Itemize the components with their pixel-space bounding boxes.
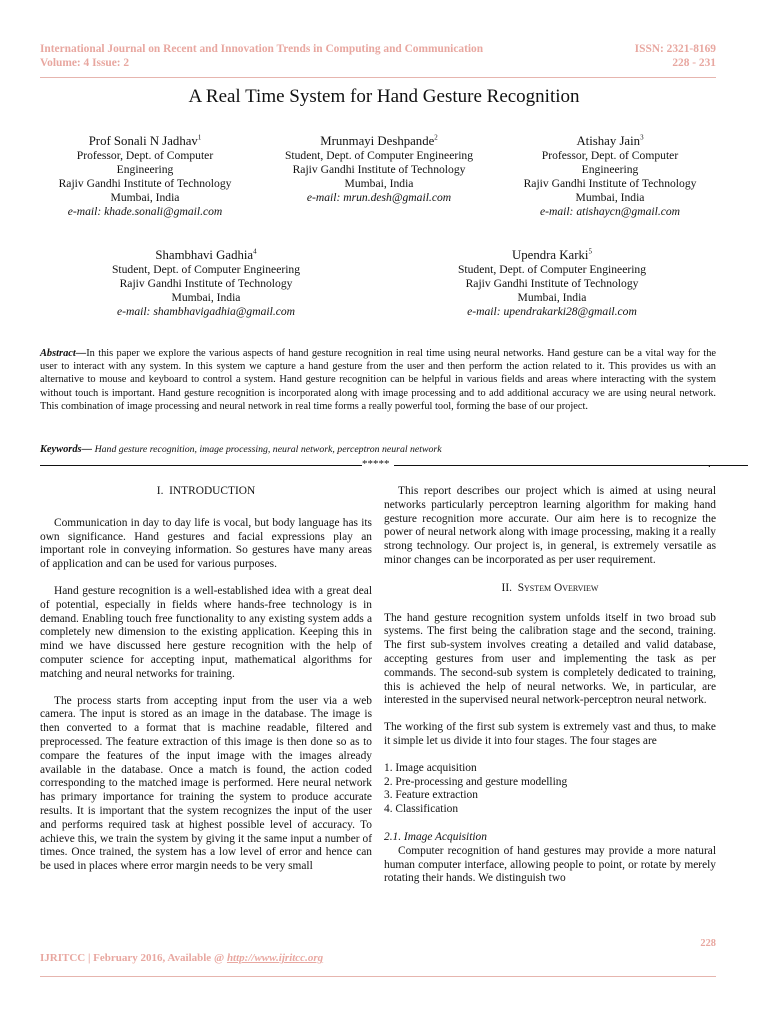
author-email: e-mail: khade.sonali@gmail.com [67, 205, 223, 218]
section-separator [40, 458, 716, 470]
section-heading-introduction: I. INTRODUCTION [156, 485, 256, 497]
paragraph: This report describes our project which is aimed at using neural networks particularly perceptron learning algorithm for making hand gesture recognition more accurate. Our aim here is to recognize the power of neural network along with image processing, making it a really strong technology. Our project is, in general, is extremely versatile as minor changes can be incorporated as per user requirement. [384, 485, 716, 566]
author-block-1 [40, 133, 250, 219]
paragraph: Communication in day to day life is vocal, but body language has its own significance. Hand gestures and facial expressions play an important role in conveying information. So gestures have many areas of application and can be used for various purposes. [40, 516, 372, 571]
keywords-text: Hand gesture recognition, image processing, neural network, perceptron neural network [94, 444, 442, 455]
author-email: e-mail: mrun.desh@gmail.com [306, 191, 452, 204]
author-affiliation: Mumbai, India [344, 177, 414, 190]
author-block-3 [504, 133, 716, 219]
author-affiliation: Engineering [581, 163, 639, 176]
author-block-4 [86, 247, 326, 319]
keywords-label: Keywords— [40, 444, 92, 455]
list-item: 4. Classification [384, 803, 459, 816]
author-name: Upendra Karki$^5$ [512, 247, 592, 262]
footer-text: IJRITCC | February 2016, Available @ [40, 952, 227, 964]
separator-end: . [708, 458, 711, 470]
abstract [40, 347, 716, 413]
paragraph: The working of the first sub system is extremely vast and thus, to make it simple let us divide it into four stages. The four stages are [384, 721, 716, 747]
author-block-5 [432, 247, 672, 319]
paragraph: The hand gesture recognition system unfolds itself in two broad sub systems. The first being the calibration stage and the second, training. The first sub-system involves creating a detailed and valid database, accepting gestures from user and implementing the task as per commands. The second-sub system is completely dedicated to training, this is achieved the help of neural networks. We, in particular, are interested in the supervised neural network-perceptron neural network. [384, 611, 716, 707]
author-email: e-mail: shambhavigadhia@gmail.com [116, 305, 296, 318]
author-affiliation: Mumbai, India [575, 191, 645, 204]
paragraph: Hand gesture recognition is a well-established idea with a great deal of potential, especially in fields where hands-free technology is in demand. Enabling touch free functionality to any existing system adds a completely new dimension to the existing application. Keeping this in mind we have discussed here gesture recognition with the help of computer science for accepting input, mathematical algorithms for matching and neural networks for training. [40, 584, 372, 680]
subsection-heading: 2.1. Image Acquisition [384, 830, 487, 843]
author-affiliation: Mumbai, India [517, 291, 587, 304]
list-item: 2. Pre-processing and gesture modelling [384, 775, 568, 788]
left-column [40, 485, 372, 874]
header-rule [40, 77, 716, 78]
list-item: 3. Feature extraction [384, 789, 478, 802]
journal-name: International Journal on Recent and Innovation Trends in Computing and Communication [40, 43, 484, 55]
author-email: e-mail: upendrakarki28@gmail.com [467, 305, 637, 318]
author-affiliation: Professor, Dept. of Computer [76, 149, 214, 162]
keywords [40, 444, 442, 455]
author-email: e-mail: atishaycn@gmail.com [539, 205, 681, 218]
page-number: 228 [700, 938, 716, 949]
footer [40, 952, 323, 964]
author-affiliation: Student, Dept. of Computer Engineering [457, 263, 647, 276]
author-affiliation: Rajiv Gandhi Institute of Technology [292, 163, 466, 176]
right-column [384, 485, 716, 886]
author-affiliation: Mumbai, India [110, 191, 180, 204]
journal-volume: Volume: 4 Issue: 2 [40, 57, 130, 69]
paragraph: The process starts from accepting input from the user via a web camera. The input is stored as an image in the database. The image is then converted to a format that is machine readable, filtered and preprocessed. The feature extraction of this image is then done so as to compare the features of the input image with the images already available in the database. Once a match is found, the action coded corresponding to the matched image is performed. Here neural network has primary importance for training the system to produce accurate results. It is important that the system recognizes the input of the user and performs required task at highest possible level of accuracy. To achieve this, we train the system by giving it the same input a number of times. Once trained, the system has a low level of error and hence can be used in places where error margin needs to be very small [40, 694, 372, 873]
journal-pages: 228 - 231 [672, 57, 716, 69]
abstract-label: Abstract— [40, 348, 87, 359]
footer-link[interactable]: http://www.ijritcc.org [226, 952, 324, 964]
author-affiliation: Professor, Dept. of Computer [541, 149, 679, 162]
footer-rule [40, 976, 716, 977]
separator-stars: ***** [362, 458, 390, 470]
author-name: Mrunmayi Deshpande$^2$ [320, 133, 438, 148]
author-name: Atishay Jain$^3$ [576, 133, 644, 148]
author-affiliation: Engineering [116, 163, 174, 176]
author-affiliation: Rajiv Gandhi Institute of Technology [465, 277, 639, 290]
section-heading-system-overview: II. System Overview [501, 581, 599, 594]
author-name: Shambhavi Gadhia$^4$ [155, 247, 257, 262]
list-item: 1. Image acquisition [384, 761, 477, 774]
author-affiliation: Student, Dept. of Computer Engineering [111, 263, 301, 276]
stage-list [384, 762, 716, 817]
paragraph: Computer recognition of hand gestures may provide a more natural human computer interface, allowing people to point, or rotate by merely rotating their hands. We distinguish two [384, 844, 716, 885]
author-affiliation: Rajiv Gandhi Institute of Technology [523, 177, 697, 190]
author-block-2 [266, 133, 492, 205]
separator-line [40, 465, 362, 466]
author-affiliation: Rajiv Gandhi Institute of Technology [58, 177, 232, 190]
abstract-text: In this paper we explore the various aspects of hand gesture recognition in real time using neural networks. Hand gesture can be a vital way for the user to interact with any system. In this system we capture a hand gesture from the user and then perform the action related to it. This provides us with an alternative to mouse and keyboard to control a system. Hand gesture recognition can be helpful in various fields and areas where interacting with the system without touch is important. Hand gesture recognition is incorporated along with image processing and to add additional accuracy we are using neural network. This combination of image processing and neural network in real time forms a really powerful tool, forming the base of our project. [40, 348, 716, 412]
author-affiliation: Mumbai, India [171, 291, 241, 304]
paper-title: A Real Time System for Hand Gesture Recognition [188, 86, 580, 107]
separator-line [394, 465, 748, 466]
author-name: Prof Sonali N Jadhav$^1$ [88, 133, 202, 148]
author-affiliation: Rajiv Gandhi Institute of Technology [119, 277, 293, 290]
journal-issn: ISSN: 2321-8169 [634, 43, 716, 55]
author-affiliation: Student, Dept. of Computer Engineering [284, 149, 474, 162]
